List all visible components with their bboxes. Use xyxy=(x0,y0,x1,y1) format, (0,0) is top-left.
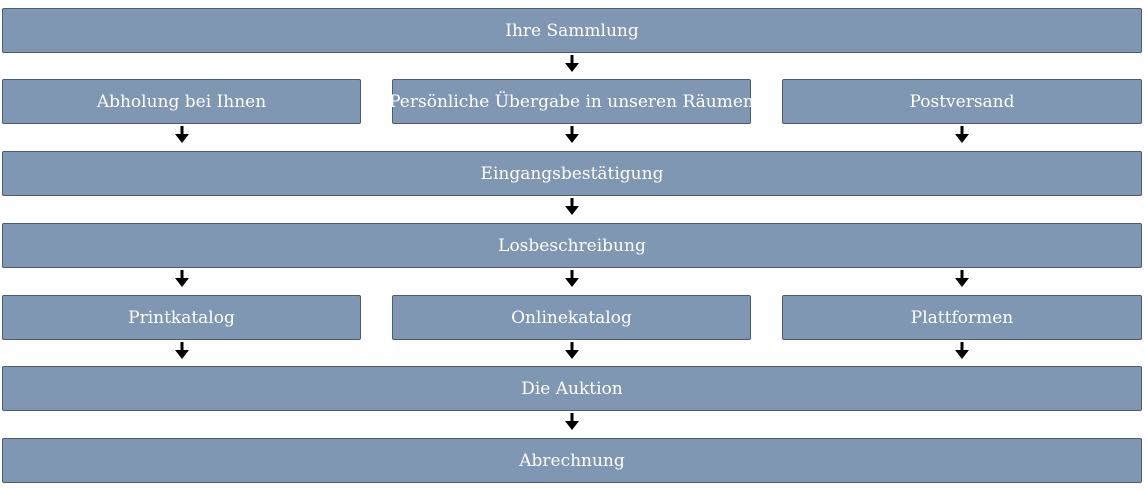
step-print-catalog-label: Printkatalog xyxy=(128,307,235,328)
step-platforms xyxy=(782,295,1142,340)
step-settlement-label: Abrechnung xyxy=(519,450,625,471)
arrow-down-icon xyxy=(175,270,189,288)
arrow-down-icon xyxy=(175,342,189,360)
step-collection-label: Ihre Sammlung xyxy=(505,20,639,41)
step-receipt xyxy=(2,151,1142,196)
step-online-catalog xyxy=(392,295,751,340)
step-platforms-label: Plattformen xyxy=(910,307,1014,328)
arrow-down-icon xyxy=(955,126,969,144)
arrow-down-icon xyxy=(955,342,969,360)
arrow-down-icon xyxy=(565,198,579,216)
step-pickup xyxy=(2,79,361,124)
step-online-catalog-label: Onlinekatalog xyxy=(511,307,632,328)
arrow-down-icon xyxy=(175,126,189,144)
arrow-down-icon xyxy=(565,342,579,360)
arrow-down-icon xyxy=(565,55,579,73)
step-description xyxy=(2,223,1142,268)
arrow-down-icon xyxy=(565,126,579,144)
arrow-down-icon xyxy=(565,413,579,431)
step-mail xyxy=(782,79,1142,124)
step-auction xyxy=(2,366,1142,411)
step-settlement xyxy=(2,438,1142,483)
step-description-label: Losbeschreibung xyxy=(498,235,646,256)
step-collection xyxy=(2,8,1142,53)
step-handover xyxy=(389,79,754,124)
arrow-down-icon xyxy=(565,270,579,288)
step-mail-label: Postversand xyxy=(909,91,1015,112)
step-handover-label: Persönliche Übergabe in unseren Räumen xyxy=(389,91,754,112)
step-print-catalog xyxy=(2,295,361,340)
arrow-down-icon xyxy=(955,270,969,288)
step-receipt-label: Eingangsbestätigung xyxy=(480,163,664,184)
step-pickup-label: Abholung bei Ihnen xyxy=(96,91,267,112)
step-auction-label: Die Auktion xyxy=(521,378,623,399)
